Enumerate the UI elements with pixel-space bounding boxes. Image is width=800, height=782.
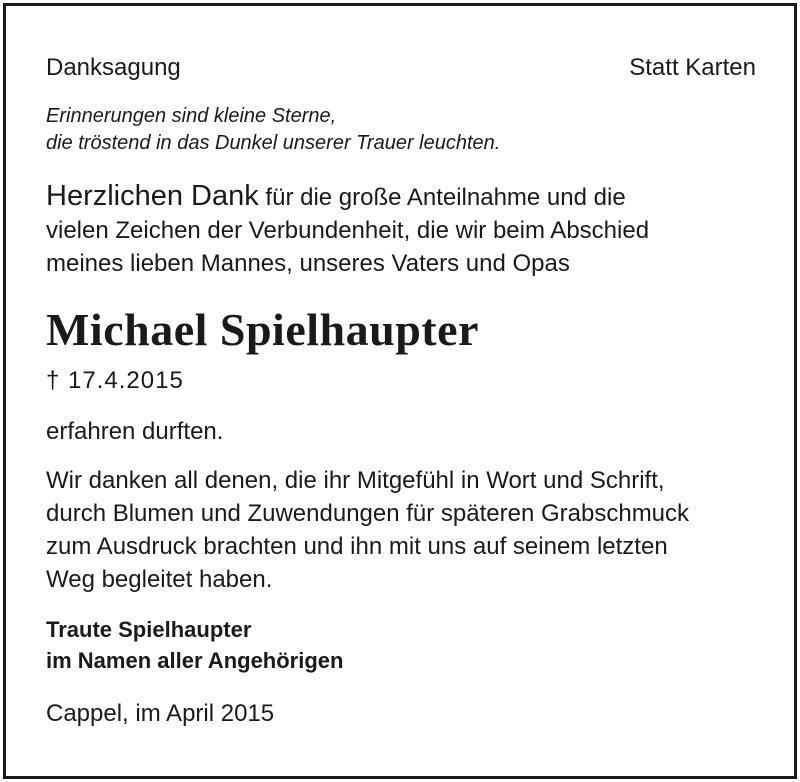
- thanks-line: [46, 180, 766, 214]
- gratitude-paragraph: [46, 464, 766, 596]
- memorial-quote: [46, 103, 500, 157]
- signature-block: [46, 614, 343, 676]
- place-date: Cappel, im April 2015: [46, 700, 275, 727]
- thanks-line: meines lieben Mannes, unseres Vaters und Opas: [46, 250, 570, 277]
- header-title: Danksagung: [46, 54, 181, 81]
- thanks-paragraph: [46, 180, 766, 280]
- quote-line: die tröstend in das Dunkel unserer Trauer leuchten.: [46, 132, 501, 154]
- signature-relation: im Namen aller Angehörigen: [46, 648, 344, 673]
- gratitude-line: Weg begleitet haben.: [46, 566, 273, 593]
- gratitude-line: durch Blumen und Zuwendungen für späteren Grabschmuck: [46, 500, 690, 527]
- thanks-lead: Herzlichen Dank: [46, 180, 259, 212]
- gratitude-line: zum Ausdruck brachten und ihn mit uns auf seinem letzten: [46, 533, 668, 560]
- thanks-text: für die große Anteilnahme und die: [258, 184, 626, 211]
- death-date: † 17.4.2015: [46, 367, 184, 394]
- notice-header: [46, 50, 756, 86]
- header-note: Statt Karten: [629, 54, 756, 81]
- gratitude-line: Wir danken all denen, die ihr Mitgefühl in Wort und Schrift,: [46, 467, 665, 494]
- quote-line: Erinnerungen sind kleine Sterne,: [46, 105, 337, 127]
- signature-name: Traute Spielhaupter: [46, 617, 252, 642]
- deceased-name: Michael Spielhaupter: [46, 304, 479, 355]
- thanks-line: vielen Zeichen der Verbundenheit, die wir beim Abschied: [46, 217, 650, 244]
- experience-line: erfahren durften.: [46, 418, 224, 445]
